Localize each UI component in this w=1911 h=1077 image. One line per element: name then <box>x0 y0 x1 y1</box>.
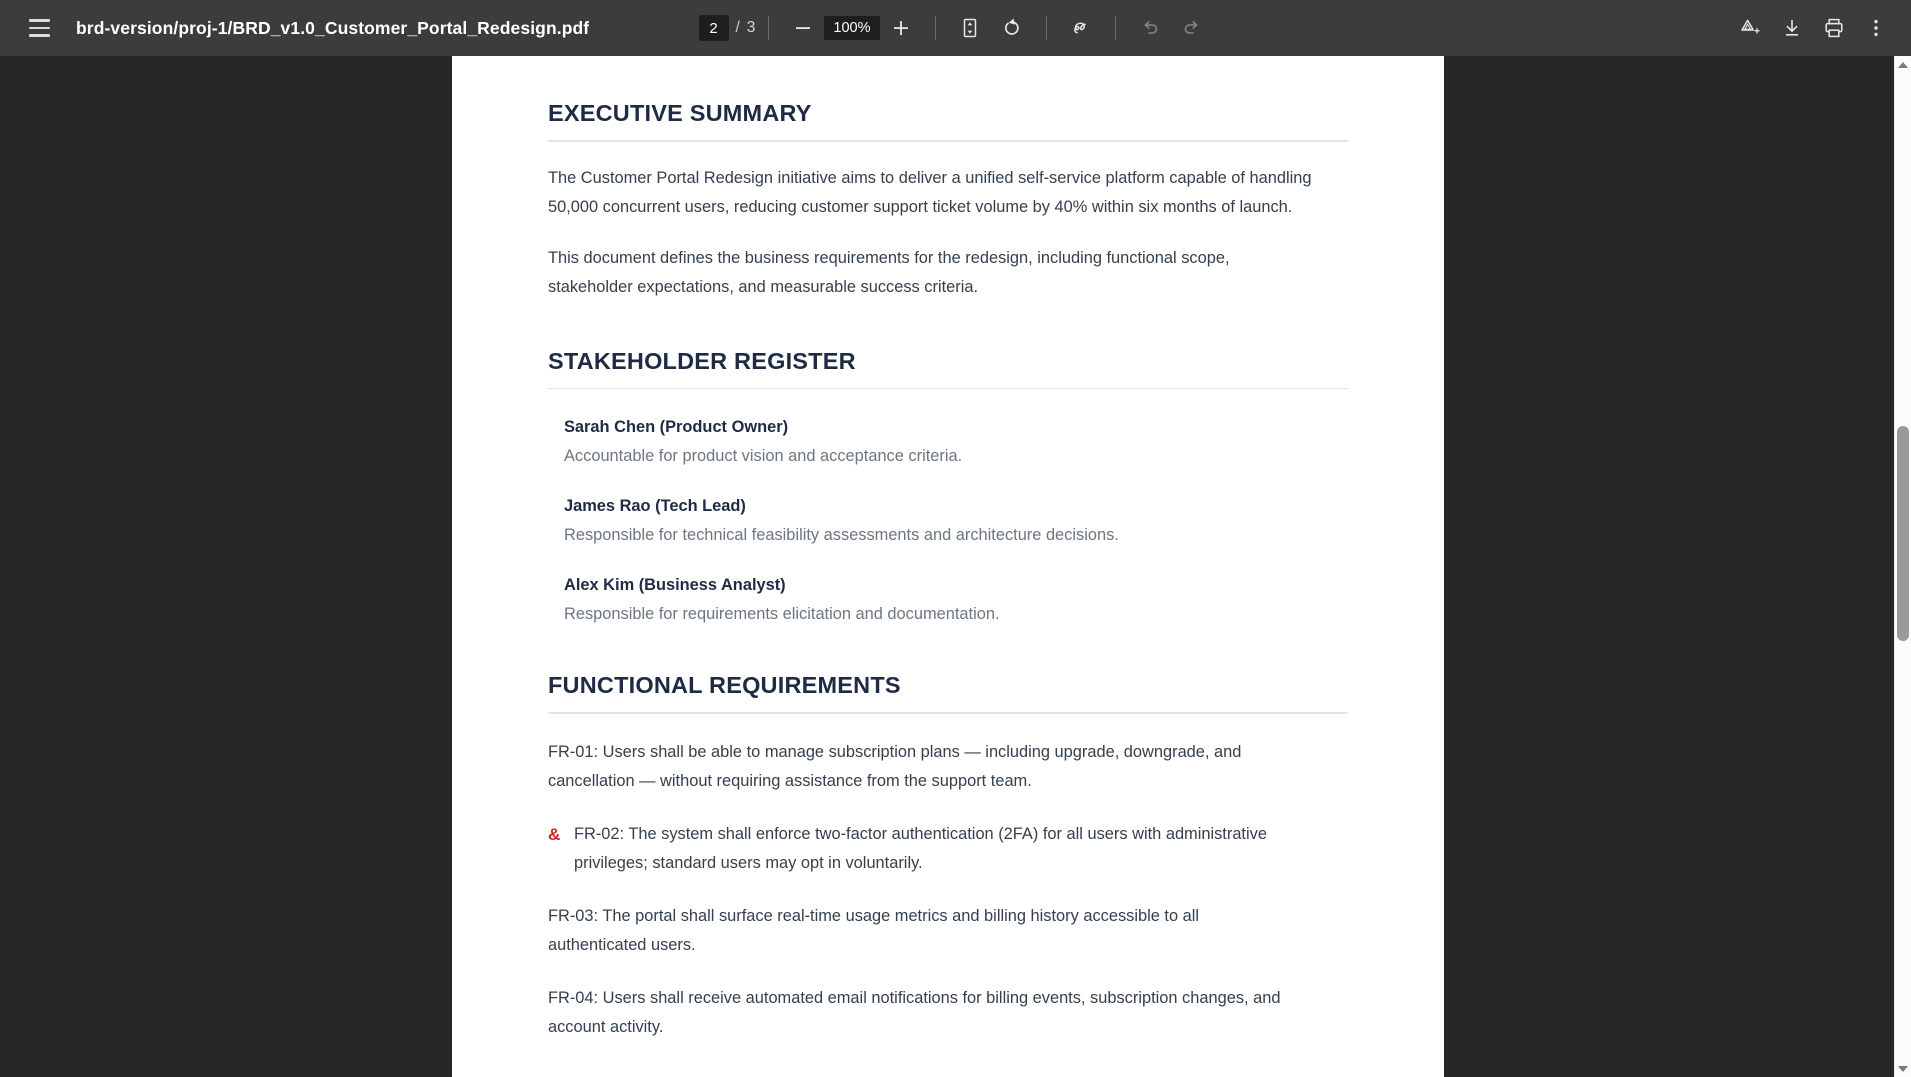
fit-to-page-icon <box>959 17 981 39</box>
toolbar-divider <box>1115 16 1116 40</box>
fit-to-page-button[interactable] <box>949 7 991 49</box>
stakeholder-list <box>548 415 1348 626</box>
toolbar-divider <box>935 16 936 40</box>
zoom-out-button[interactable] <box>782 7 824 49</box>
ink-annotate-icon <box>1069 16 1093 40</box>
more-options-button[interactable] <box>1855 7 1897 49</box>
add-to-drive-button[interactable] <box>1729 7 1771 49</box>
page-number-input[interactable] <box>698 15 728 41</box>
pdf-viewer-toolbar <box>0 0 1911 56</box>
rotate-counterclockwise-icon <box>1000 16 1024 40</box>
scrollbar-thumb[interactable] <box>1897 426 1909 641</box>
heading-rule <box>548 140 1348 142</box>
redo-button[interactable] <box>1171 7 1213 49</box>
toolbar-divider <box>1046 16 1047 40</box>
plus-icon <box>890 17 912 39</box>
more-options-kebab-icon <box>1865 17 1887 39</box>
scroll-up-arrow-icon[interactable] <box>1895 56 1911 73</box>
annotate-button[interactable] <box>1060 7 1102 49</box>
toolbar-left-group <box>0 7 589 49</box>
requirement-text: FR-02: The system shall enforce two-factor authentication (2FA) for all users with administrative privileges; standard users may opt in voluntarily. <box>574 824 1267 872</box>
requirement-item <box>548 984 1348 1042</box>
toolbar-center-group <box>698 7 1212 49</box>
rotate-counterclockwise-button[interactable] <box>991 7 1033 49</box>
download-icon <box>1780 16 1804 40</box>
requirement-flag-marker: & <box>548 824 561 844</box>
requirement-item <box>548 902 1348 960</box>
download-button[interactable] <box>1771 7 1813 49</box>
section-stakeholder-register <box>548 348 1348 627</box>
page-separator: / <box>735 19 740 36</box>
pdf-page <box>452 56 1444 1077</box>
toolbar-divider <box>768 16 769 40</box>
toolbar-right-group <box>1729 7 1897 49</box>
heading-rule <box>548 712 1348 714</box>
section-executive-summary <box>548 100 1348 302</box>
zoom-level-display[interactable]: 100% <box>824 16 879 40</box>
requirement-item-flagged <box>548 820 1348 878</box>
print-icon <box>1822 16 1846 40</box>
scroll-down-arrow-icon[interactable] <box>1895 1060 1911 1077</box>
stakeholder-description: Responsible for technical feasibility assessments and architecture decisions. <box>564 526 1119 544</box>
add-to-drive-icon <box>1738 16 1762 40</box>
undo-button[interactable] <box>1129 7 1171 49</box>
minus-icon <box>792 17 814 39</box>
stakeholder-description: Accountable for product vision and acceptance criteria. <box>564 447 963 465</box>
section-functional-requirements <box>548 672 1348 1042</box>
undo-icon <box>1138 16 1162 40</box>
section-heading: FUNCTIONAL REQUIREMENTS <box>548 672 901 698</box>
stakeholder-description: Responsible for requirements elicitation and documentation. <box>564 605 1000 623</box>
zoom-in-button[interactable] <box>880 7 922 49</box>
print-button[interactable] <box>1813 7 1855 49</box>
pdf-viewer-area[interactable] <box>0 56 1911 1077</box>
paragraph: The Customer Portal Redesign initiative aims to deliver a unified self-service platform capable of handling 50,000 concurrent users, reducing customer support ticket volume by 40% within six months of launch. <box>548 168 1312 216</box>
requirement-text: FR-04: Users shall receive automated email notifications for billing events, subscription changes, and account activity. <box>548 988 1281 1036</box>
stakeholder-entry <box>564 415 1348 468</box>
stakeholder-entry <box>564 494 1348 547</box>
requirement-text: FR-03: The portal shall surface real-time usage metrics and billing history accessible to all authenticated users. <box>548 906 1200 954</box>
hamburger-menu-icon[interactable] <box>18 7 60 49</box>
stakeholder-name: Sarah Chen (Product Owner) <box>564 418 789 436</box>
vertical-scrollbar[interactable] <box>1894 56 1911 1077</box>
redo-icon <box>1180 16 1204 40</box>
document-title: brd-version/proj-1/BRD_v1.0_Customer_Portal_Redesign.pdf <box>76 17 590 38</box>
page-navigation <box>698 15 755 41</box>
heading-rule <box>548 388 1348 390</box>
section-heading: STAKEHOLDER REGISTER <box>548 347 856 374</box>
requirement-text: FR-01: Users shall be able to manage subscription plans — including upgrade, downgrade, and cancellation — without requiring assistance from the support team. <box>548 742 1242 790</box>
stakeholder-name: Alex Kim (Business Analyst) <box>564 576 786 594</box>
paragraph: This document defines the business requirements for the redesign, including functional scope, stakeholder expectations, and measurable success criteria. <box>548 248 1230 296</box>
stakeholder-entry <box>564 573 1348 626</box>
page-count-label: 3 <box>746 19 756 36</box>
section-heading: EXECUTIVE SUMMARY <box>548 100 812 126</box>
stakeholder-name: James Rao (Tech Lead) <box>564 497 746 515</box>
requirement-item <box>548 738 1348 796</box>
